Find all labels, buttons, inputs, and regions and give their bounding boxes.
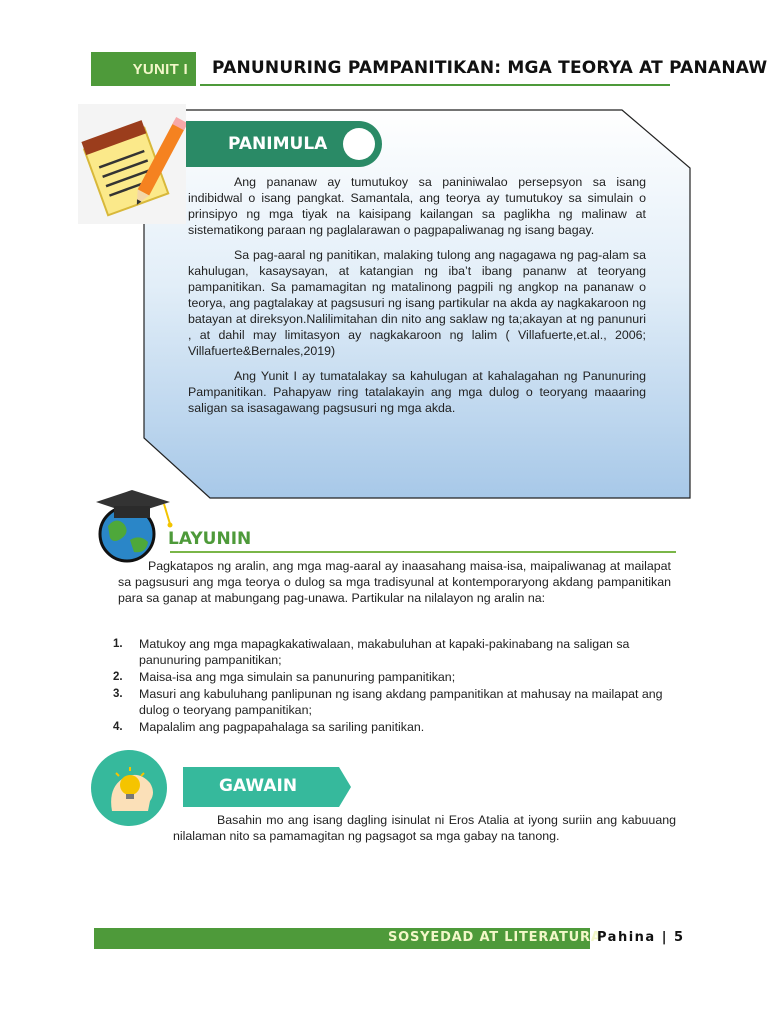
list-item [113, 686, 673, 718]
list-item [113, 669, 673, 685]
intro-paragraph-3: Ang Yunit I ay tumatalakay sa kahulugan at kahalagahan ng Panunuring Pampanitikan. Pahapyaw ring tatalakayin ang mga dulog o teoryang maaaring saligan sa isasagawang pagsusuri ng mga akda. [188, 369, 646, 415]
list-item [113, 719, 673, 735]
objectives-list [113, 636, 673, 736]
section-title-panimula: PANIMULA [186, 121, 382, 167]
list-item-text: Matukoy ang mga mapagkakatiwalaan, makabuluhan at kapaki-pakinabang na saligan sa panunuring pampanitikan; [139, 637, 630, 667]
unit-label: YUNIT I [91, 52, 196, 86]
section-title-layunin: LAYUNIN [168, 529, 252, 549]
list-item-text: Mapalalim ang pagpapahalaga sa sariling panitikan. [139, 720, 425, 734]
intro-paragraph-2: Sa pag-aaral ng panitikan, malaking tulong ang nagagawa ng pag-alam sa kahulugan, kasaysayan, at katangian ng iba’t ibang pananw at teoryang pampanitikan. Sa pamamagitan ng matalinong pagpili ng angkop na pananaw o teorya, ang pagtalakay at pagsusuri ng isang partikular na akda ay nagkakaroon ng batayan at direksyon.Nalilimitahan din nito ang saklaw ng ta;akayan at ng panunuri , at dahil may limitasyon ay nagkakaroon ng lalim ( Villafuerte,et.al., 2006; Villafuerte&Bernales,2019) [188, 248, 646, 358]
list-item [113, 636, 673, 668]
lightbulb-head-icon [90, 749, 170, 834]
page-title: PANUNURING PAMPANITIKAN: MGA TEORYA AT PANANAW [212, 58, 768, 78]
list-item-text: Maisa-isa ang mga simulain sa panunuring pampanitikan; [139, 670, 456, 684]
intro-body [188, 174, 646, 425]
notepad-pencil-icon [78, 104, 186, 224]
list-item-text: Masuri ang kabuluhang panlipunan ng isang akdang pampanitikan at mahusay na mailapat ang dulog o teoryang pampanitikan; [139, 687, 663, 717]
section-title-gawain: GAWAIN [219, 776, 298, 796]
layunin-divider [170, 551, 676, 553]
list-item-number: 3. [113, 688, 123, 700]
page-number: Pahina | 5 [597, 930, 685, 945]
list-item-number: 2. [113, 671, 123, 683]
intro-paragraph-1: Ang pananaw ay tumutukoy sa paniniwalao persepsyon sa isang indibidwal o isang pangkat. Samantala, ang teorya ay tumutukoy sa simulain o prinsipyo ng mga tiyak na kaisipang kailangan sa paglikha ng malinaw at sistematikong paraan ng paglalarawan o pagpapaliwanag ng isang bagay. [188, 175, 646, 237]
panimula-circle-decoration [343, 128, 375, 160]
graduation-globe-icon [90, 484, 180, 569]
activity-text: Basahin mo ang isang dagling isinulat ni Eros Atalia at iyong suriin ang kabuuang nilalaman nito sa pamamagitan ng pagsagot sa mga gabay na tanong. [173, 813, 676, 843]
header-divider [200, 84, 670, 86]
list-item-number: 1. [113, 638, 123, 650]
footer-course: SOSYEDAD AT LITERATURA [388, 930, 602, 945]
objectives-intro: Pagkatapos ng aralin, ang mga mag-aaral ay inaasahang maisa-isa, maipaliwanag at mailapat sa pagsusuri ang mga teorya o dulog sa mga tradisyunal at kontemporaryong akdang pampanitikan para sa ganap at mabungang pag-unawa. Partikular na nilalayon ng aralin na: [118, 559, 671, 605]
list-item-number: 4. [113, 721, 123, 733]
